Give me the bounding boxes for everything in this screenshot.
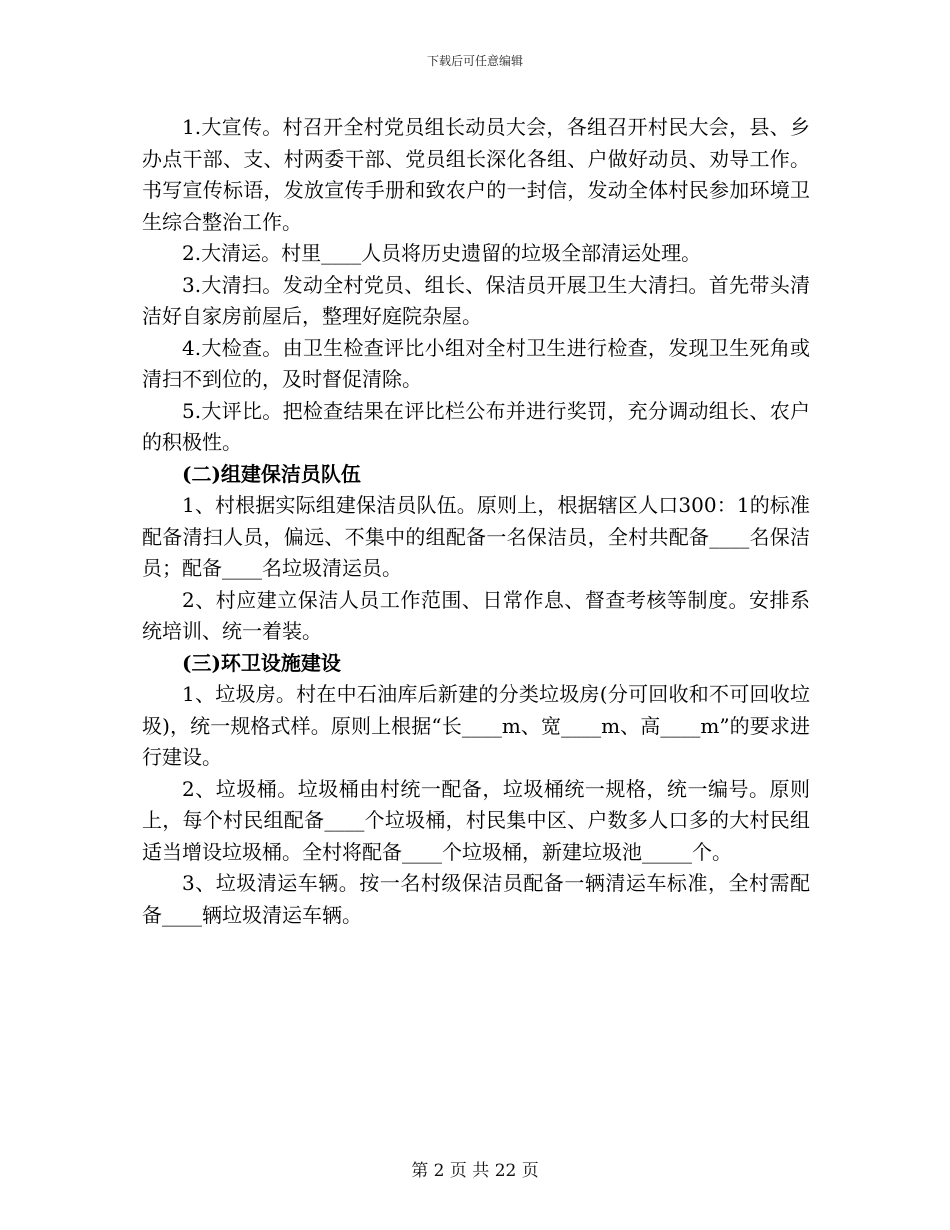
paragraph-cleaner-rules: 2、村应建立保洁人员工作范围、日常作息、督查考核等制度。安排系统培训、统一着装。 <box>142 587 810 643</box>
paragraph-garbage-house: 1、垃圾房。村在中石油库后新建的分类垃圾房(分可回收和不可回收垃圾)，统一规格式样。原则上根据“长____m、宽____m、高____m”的要求进行建设。 <box>142 682 810 769</box>
section-heading-facilities: (三)环卫设施建设 <box>182 650 341 675</box>
paragraph-garbage-bins: 2、垃圾桶。垃圾桶由村统一配备，垃圾桶统一规格，统一编号。原则上，每个村民组配备____个垃圾桶，村民集中区、户数多人口多的大村民组适当增设垃圾桶。全村将配备____个垃圾桶，新建垃圾池_____个。 <box>142 776 810 864</box>
paragraph-clearance: 2.大清运。村里____人员将历史遗留的垃圾全部清运处理。 <box>182 241 702 265</box>
paragraph-evaluation: 5.大评比。把检查结果在评比栏公布并进行奖罚，充分调动组长、农户的积极性。 <box>142 398 810 454</box>
document-body <box>142 112 810 931</box>
section-heading-cleaners: (二)组建保洁员队伍 <box>182 461 361 486</box>
paragraph-cleaning: 3.大清扫。发动全村党员、组长、保洁员开展卫生大清扫。首先带头清洁好自家房前屋后，整理好庭院杂屋。 <box>142 272 810 328</box>
page-header: 下载后可任意编辑 <box>426 54 523 68</box>
paragraph-publicity: 1.大宣传。村召开全村党员组长动员大会，各组召开村民大会，县、乡办点干部、支、村两委干部、党员组长深化各组、户做好动员、劝导工作。书写宣传标语，发放宣传手册和致农户的一封信，发动全体村民参加环境卫生综合整治工作。 <box>142 115 810 234</box>
paragraph-inspection: 4.大检查。由卫生检查评比小组对全村卫生进行检查，发现卫生死角或清扫不到位的，及时督促清除。 <box>142 335 810 391</box>
paragraph-cleaner-team: 1、村根据实际组建保洁员队伍。原则上，根据辖区人口300：1的标准配备清扫人员，偏远、不集中的组配备一名保洁员，全村共配备____名保洁员；配备____名垃圾清运员。 <box>142 493 810 580</box>
paragraph-garbage-vehicles: 3、垃圾清运车辆。按一名村级保洁员配备一辆清运车标准，全村需配备____辆垃圾清运车辆。 <box>142 871 810 927</box>
page-number-footer: 第 2 页 共 22 页 <box>411 1161 539 1181</box>
